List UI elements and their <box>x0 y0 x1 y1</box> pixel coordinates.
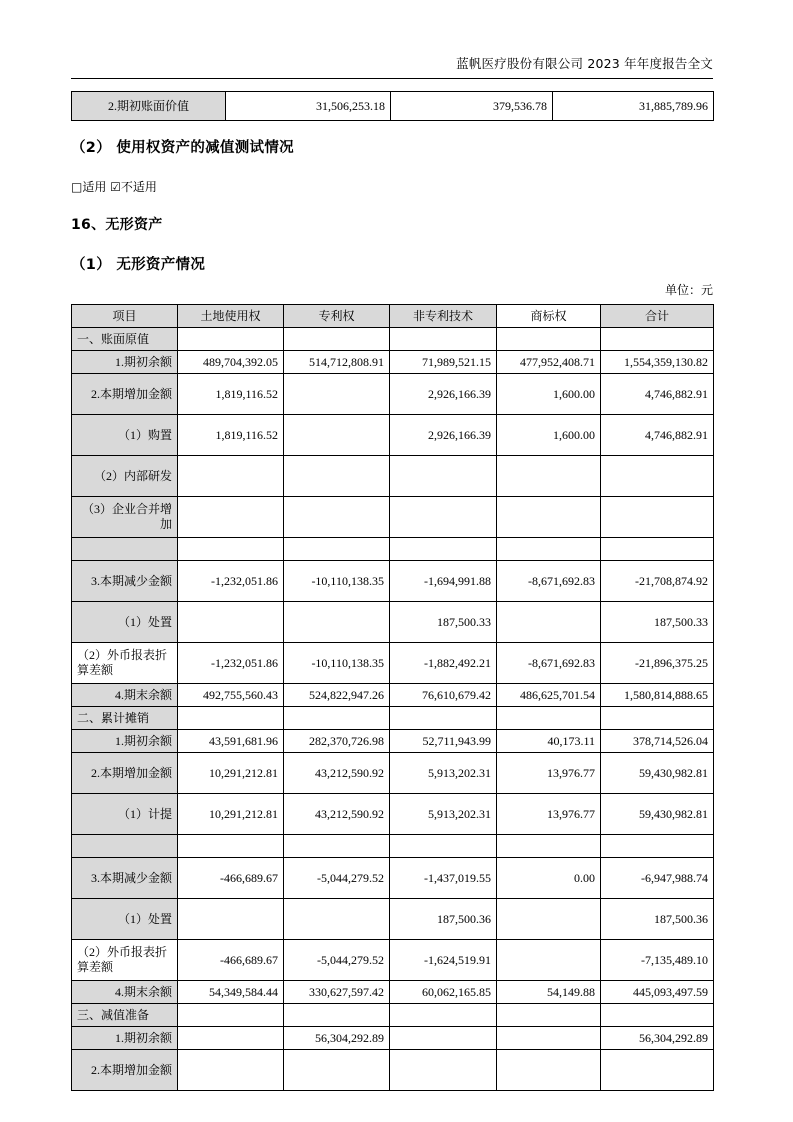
row-value <box>178 456 284 497</box>
row-value <box>178 1027 284 1050</box>
row-value <box>178 1004 284 1027</box>
row-value <box>390 835 497 858</box>
row-value: 378,714,526.04 <box>601 730 714 753</box>
row-value <box>178 602 284 643</box>
row-value: -1,882,492.21 <box>390 643 497 684</box>
row-value <box>390 1027 497 1050</box>
row-value: 477,952,408.71 <box>497 351 601 374</box>
row-value: 514,712,808.91 <box>284 351 390 374</box>
column-header-trademark: 商标权 <box>497 305 601 328</box>
row-value: 59,430,982.81 <box>601 753 714 794</box>
row-value <box>390 456 497 497</box>
row-label: （1）处置 <box>72 899 178 940</box>
row-label: 2.本期增加金额 <box>72 1050 178 1091</box>
row-value <box>497 707 601 730</box>
row-value: 0.00 <box>497 858 601 899</box>
row-value: 71,989,521.15 <box>390 351 497 374</box>
row-value: -1,694,991.88 <box>390 561 497 602</box>
row-value <box>390 707 497 730</box>
row-value: -1,232,051.86 <box>178 643 284 684</box>
row-value: 13,976.77 <box>497 753 601 794</box>
row-value <box>284 538 390 561</box>
continued-row-label: 2.期初账面价值 <box>72 92 226 121</box>
row-value: 43,591,681.96 <box>178 730 284 753</box>
row-value <box>497 940 601 981</box>
table-row <box>72 794 714 835</box>
table-row <box>72 981 714 1004</box>
row-value: 2,926,166.39 <box>390 374 497 415</box>
row-value <box>390 328 497 351</box>
row-value: 59,430,982.81 <box>601 794 714 835</box>
row-value: 1,554,359,130.82 <box>601 351 714 374</box>
unit-label: 单位：元 <box>664 283 713 297</box>
row-value: 13,976.77 <box>497 794 601 835</box>
row-value <box>178 538 284 561</box>
row-value <box>390 1004 497 1027</box>
table-row <box>72 456 714 497</box>
row-value: 187,500.33 <box>601 602 714 643</box>
header-divider-rule <box>71 78 713 79</box>
intangible-assets-table <box>71 304 714 1091</box>
applicability-checkboxes: □适用 ☑不适用 <box>71 180 157 194</box>
row-value <box>284 456 390 497</box>
row-label: 二、累计摊销 <box>72 707 178 730</box>
row-value <box>284 497 390 538</box>
row-value: -21,896,375.25 <box>601 643 714 684</box>
row-value <box>497 538 601 561</box>
column-header-item: 项目 <box>72 305 178 328</box>
row-value: -1,624,519.91 <box>390 940 497 981</box>
heading-impairment-test: （2） 使用权资产的减值测试情况 <box>71 140 294 156</box>
row-value: -1,232,051.86 <box>178 561 284 602</box>
row-value <box>601 1050 714 1091</box>
row-value <box>284 415 390 456</box>
row-value: 445,093,497.59 <box>601 981 714 1004</box>
row-value: 282,370,726.98 <box>284 730 390 753</box>
row-value: -6,947,988.74 <box>601 858 714 899</box>
row-value <box>178 1050 284 1091</box>
continued-row-value-2: 379,536.78 <box>391 92 553 121</box>
row-label: （2）内部研发 <box>72 456 178 497</box>
table-row <box>72 1027 714 1050</box>
row-value: -1,437,019.55 <box>390 858 497 899</box>
table-row <box>72 92 714 121</box>
row-value: 1,819,116.52 <box>178 415 284 456</box>
table-row <box>72 684 714 707</box>
table-row <box>72 328 714 351</box>
row-label: （2）外币报表折算差额 <box>72 940 178 981</box>
row-value <box>390 1050 497 1091</box>
row-label: 2.本期增加金额 <box>72 753 178 794</box>
table-row <box>72 415 714 456</box>
row-value <box>497 602 601 643</box>
table-header <box>72 305 714 328</box>
row-value: -5,044,279.52 <box>284 940 390 981</box>
row-value <box>497 456 601 497</box>
column-header-land-use-right: 土地使用权 <box>178 305 284 328</box>
table-row <box>72 858 714 899</box>
table-row <box>72 643 714 684</box>
row-value: 10,291,212.81 <box>178 794 284 835</box>
table-row <box>72 940 714 981</box>
row-value: -21,708,874.92 <box>601 561 714 602</box>
table-row <box>72 602 714 643</box>
row-value <box>601 538 714 561</box>
row-value: -7,135,489.10 <box>601 940 714 981</box>
row-label <box>72 835 178 858</box>
row-value <box>178 328 284 351</box>
row-value <box>497 328 601 351</box>
row-value <box>284 1050 390 1091</box>
continued-table <box>71 91 714 121</box>
row-value: 187,500.36 <box>390 899 497 940</box>
continued-row-value-1: 31,506,253.18 <box>226 92 391 121</box>
row-value: 40,173.11 <box>497 730 601 753</box>
row-value <box>178 707 284 730</box>
row-label: （1）处置 <box>72 602 178 643</box>
row-value: 492,755,560.43 <box>178 684 284 707</box>
row-value: 330,627,597.42 <box>284 981 390 1004</box>
row-label: 4.期末余额 <box>72 981 178 1004</box>
row-value <box>178 835 284 858</box>
row-value <box>284 374 390 415</box>
row-value: 52,711,943.99 <box>390 730 497 753</box>
row-value <box>601 456 714 497</box>
continued-row-value-3: 31,885,789.96 <box>553 92 714 121</box>
row-label: 一、账面原值 <box>72 328 178 351</box>
row-value <box>601 1004 714 1027</box>
row-value <box>284 328 390 351</box>
row-label: 三、减值准备 <box>72 1004 178 1027</box>
row-value: 54,349,584.44 <box>178 981 284 1004</box>
row-value: 4,746,882.91 <box>601 415 714 456</box>
table-row <box>72 899 714 940</box>
table-body <box>72 328 714 1091</box>
row-value <box>284 1004 390 1027</box>
table-row <box>72 374 714 415</box>
row-value: 54,149.88 <box>497 981 601 1004</box>
table-row <box>72 730 714 753</box>
table-row <box>72 1004 714 1027</box>
row-value: 489,704,392.05 <box>178 351 284 374</box>
row-label: 4.期末余额 <box>72 684 178 707</box>
row-value <box>284 602 390 643</box>
table-row <box>72 707 714 730</box>
table-row <box>72 835 714 858</box>
row-value <box>497 497 601 538</box>
row-value: -10,110,138.35 <box>284 561 390 602</box>
row-value <box>497 835 601 858</box>
row-label <box>72 538 178 561</box>
row-label: （1）计提 <box>72 794 178 835</box>
column-header-non-patent-tech: 非专利技术 <box>390 305 497 328</box>
row-value <box>497 899 601 940</box>
row-value: -10,110,138.35 <box>284 643 390 684</box>
row-value: 43,212,590.92 <box>284 753 390 794</box>
row-label: 3.本期减少金额 <box>72 858 178 899</box>
row-value: -466,689.67 <box>178 940 284 981</box>
table-row <box>72 561 714 602</box>
row-value <box>601 835 714 858</box>
row-value: 10,291,212.81 <box>178 753 284 794</box>
row-label: 1.期初余额 <box>72 1027 178 1050</box>
table-row <box>72 1050 714 1091</box>
row-value: 60,062,165.85 <box>390 981 497 1004</box>
row-value: 5,913,202.31 <box>390 794 497 835</box>
row-value: 2,926,166.39 <box>390 415 497 456</box>
row-label: 1.期初余额 <box>72 730 178 753</box>
row-value <box>497 1004 601 1027</box>
row-value: 76,610,679.42 <box>390 684 497 707</box>
table-row <box>72 497 714 538</box>
row-value <box>178 899 284 940</box>
heading-section-16: 16、无形资产 <box>71 217 163 233</box>
row-value <box>284 707 390 730</box>
row-value: -8,671,692.83 <box>497 643 601 684</box>
row-value: 4,746,882.91 <box>601 374 714 415</box>
row-value: 56,304,292.89 <box>601 1027 714 1050</box>
row-value: 5,913,202.31 <box>390 753 497 794</box>
row-label: 1.期初余额 <box>72 351 178 374</box>
row-value <box>390 497 497 538</box>
row-value: -8,671,692.83 <box>497 561 601 602</box>
heading-intangible-assets: （1） 无形资产情况 <box>71 257 206 273</box>
row-label: （2）外币报表折算差额 <box>72 643 178 684</box>
row-value: 43,212,590.92 <box>284 794 390 835</box>
table-header-row <box>72 305 714 328</box>
row-value <box>601 497 714 538</box>
row-value <box>601 707 714 730</box>
row-value: 1,600.00 <box>497 415 601 456</box>
table-row <box>72 351 714 374</box>
row-value: 187,500.36 <box>601 899 714 940</box>
row-value <box>390 538 497 561</box>
row-value <box>601 328 714 351</box>
row-value: 524,822,947.26 <box>284 684 390 707</box>
running-header: 蓝帆医疗股份有限公司 2023 年年度报告全文 <box>456 56 713 71</box>
row-value <box>178 497 284 538</box>
row-value: 1,600.00 <box>497 374 601 415</box>
row-label: 3.本期减少金额 <box>72 561 178 602</box>
row-value: 187,500.33 <box>390 602 497 643</box>
row-value: 486,625,701.54 <box>497 684 601 707</box>
row-value: -466,689.67 <box>178 858 284 899</box>
table-row <box>72 753 714 794</box>
row-value: 1,580,814,888.65 <box>601 684 714 707</box>
row-value: 56,304,292.89 <box>284 1027 390 1050</box>
row-label: 2.本期增加金额 <box>72 374 178 415</box>
column-header-total: 合计 <box>601 305 714 328</box>
row-label: （1）购置 <box>72 415 178 456</box>
row-value: 1,819,116.52 <box>178 374 284 415</box>
table-row <box>72 538 714 561</box>
row-value <box>497 1027 601 1050</box>
row-value <box>284 899 390 940</box>
row-value <box>284 835 390 858</box>
row-value <box>497 1050 601 1091</box>
row-value: -5,044,279.52 <box>284 858 390 899</box>
row-label: （3）企业合并增加 <box>72 497 178 538</box>
column-header-patent: 专利权 <box>284 305 390 328</box>
